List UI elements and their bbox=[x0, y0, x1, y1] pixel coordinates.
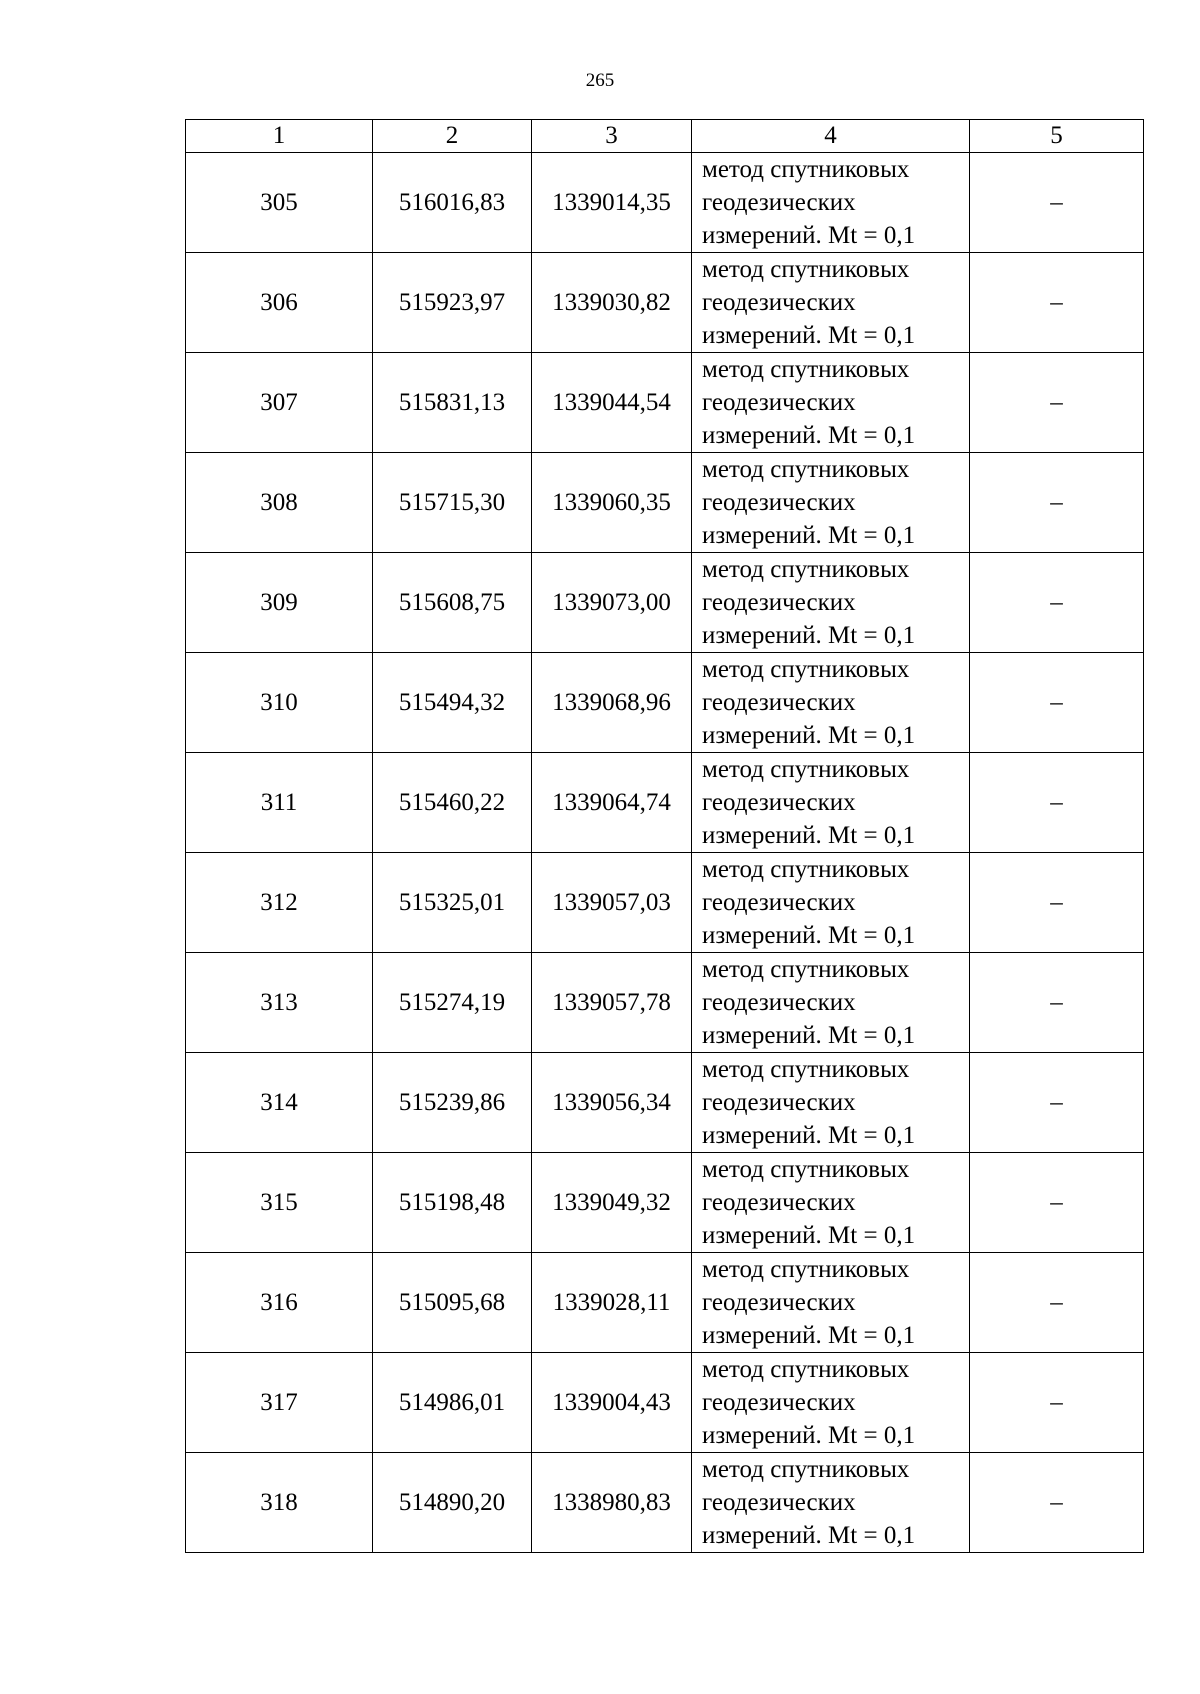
method-line: измерений. Mt = 0,1 bbox=[702, 1322, 916, 1349]
y-coordinate-cell: 1339049,32 bbox=[532, 1153, 692, 1253]
method-cell bbox=[692, 1353, 970, 1453]
method-line: геодезических bbox=[702, 889, 856, 916]
point-number-cell: 312 bbox=[186, 853, 373, 953]
column-header: 3 bbox=[532, 120, 692, 153]
method-cell bbox=[692, 153, 970, 253]
point-number-cell: 306 bbox=[186, 253, 373, 353]
column-header: 2 bbox=[373, 120, 532, 153]
method-line: метод спутниковых bbox=[702, 956, 910, 983]
point-number-cell: 308 bbox=[186, 453, 373, 553]
y-coordinate-cell: 1339044,54 bbox=[532, 353, 692, 453]
method-line: измерений. Mt = 0,1 bbox=[702, 1022, 916, 1049]
table-row bbox=[186, 653, 1144, 753]
method-line: измерений. Mt = 0,1 bbox=[702, 622, 916, 649]
y-coordinate-cell: 1339014,35 bbox=[532, 153, 692, 253]
method-line: геодезических bbox=[702, 1089, 856, 1116]
note-cell: – bbox=[970, 453, 1144, 553]
y-coordinate-cell: 1339004,43 bbox=[532, 1353, 692, 1453]
method-line: метод спутниковых bbox=[702, 1356, 910, 1383]
y-coordinate-cell: 1339060,35 bbox=[532, 453, 692, 553]
note-cell: – bbox=[970, 353, 1144, 453]
table-row bbox=[186, 1153, 1144, 1253]
method-line: измерений. Mt = 0,1 bbox=[702, 1522, 916, 1549]
method-line: геодезических bbox=[702, 689, 856, 716]
point-number-cell: 313 bbox=[186, 953, 373, 1053]
method-line: метод спутниковых bbox=[702, 556, 910, 583]
method-line: геодезических bbox=[702, 1389, 856, 1416]
method-cell bbox=[692, 253, 970, 353]
method-line: геодезических bbox=[702, 789, 856, 816]
note-cell: – bbox=[970, 253, 1144, 353]
method-cell bbox=[692, 753, 970, 853]
note-cell: – bbox=[970, 953, 1144, 1053]
method-line: геодезических bbox=[702, 189, 856, 216]
method-line: измерений. Mt = 0,1 bbox=[702, 822, 916, 849]
column-header: 4 bbox=[692, 120, 970, 153]
method-line: метод спутниковых bbox=[702, 1056, 910, 1083]
method-line: метод спутниковых bbox=[702, 456, 910, 483]
point-number-cell: 305 bbox=[186, 153, 373, 253]
method-line: измерений. Mt = 0,1 bbox=[702, 322, 916, 349]
note-cell: – bbox=[970, 753, 1144, 853]
method-line: метод спутниковых bbox=[702, 656, 910, 683]
method-cell bbox=[692, 553, 970, 653]
point-number-cell: 315 bbox=[186, 1153, 373, 1253]
method-line: метод спутниковых bbox=[702, 356, 910, 383]
note-cell: – bbox=[970, 553, 1144, 653]
x-coordinate-cell: 515608,75 bbox=[373, 553, 532, 653]
note-cell: – bbox=[970, 1053, 1144, 1153]
method-line: измерений. Mt = 0,1 bbox=[702, 222, 916, 249]
table-row bbox=[186, 953, 1144, 1053]
method-line: геодезических bbox=[702, 1489, 856, 1516]
y-coordinate-cell: 1339028,11 bbox=[532, 1253, 692, 1353]
method-line: измерений. Mt = 0,1 bbox=[702, 1222, 916, 1249]
y-coordinate-cell: 1339073,00 bbox=[532, 553, 692, 653]
method-cell bbox=[692, 953, 970, 1053]
method-line: измерений. Mt = 0,1 bbox=[702, 722, 916, 749]
x-coordinate-cell: 515715,30 bbox=[373, 453, 532, 553]
x-coordinate-cell: 514986,01 bbox=[373, 1353, 532, 1453]
x-coordinate-cell: 515198,48 bbox=[373, 1153, 532, 1253]
point-number-cell: 317 bbox=[186, 1353, 373, 1453]
method-line: метод спутниковых bbox=[702, 856, 910, 883]
y-coordinate-cell: 1338980,83 bbox=[532, 1453, 692, 1553]
method-cell bbox=[692, 1153, 970, 1253]
method-line: геодезических bbox=[702, 389, 856, 416]
x-coordinate-cell: 515095,68 bbox=[373, 1253, 532, 1353]
method-line: геодезических bbox=[702, 1189, 856, 1216]
table-row bbox=[186, 253, 1144, 353]
table-header-row bbox=[186, 120, 1144, 153]
method-cell bbox=[692, 653, 970, 753]
method-line: метод спутниковых bbox=[702, 1156, 910, 1183]
note-cell: – bbox=[970, 653, 1144, 753]
table-row bbox=[186, 853, 1144, 953]
y-coordinate-cell: 1339064,74 bbox=[532, 753, 692, 853]
method-cell bbox=[692, 1453, 970, 1553]
page-number: 265 bbox=[585, 70, 615, 91]
note-cell: – bbox=[970, 1353, 1144, 1453]
table-row bbox=[186, 153, 1144, 253]
x-coordinate-cell: 515923,97 bbox=[373, 253, 532, 353]
x-coordinate-cell: 515460,22 bbox=[373, 753, 532, 853]
y-coordinate-cell: 1339068,96 bbox=[532, 653, 692, 753]
method-cell bbox=[692, 353, 970, 453]
method-line: метод спутниковых bbox=[702, 756, 910, 783]
method-line: измерений. Mt = 0,1 bbox=[702, 522, 916, 549]
column-header: 1 bbox=[186, 120, 373, 153]
table-row bbox=[186, 353, 1144, 453]
method-cell bbox=[692, 1053, 970, 1153]
method-line: геодезических bbox=[702, 1289, 856, 1316]
method-line: измерений. Mt = 0,1 bbox=[702, 922, 916, 949]
y-coordinate-cell: 1339056,34 bbox=[532, 1053, 692, 1153]
column-header: 5 bbox=[970, 120, 1144, 153]
x-coordinate-cell: 515274,19 bbox=[373, 953, 532, 1053]
point-number-cell: 318 bbox=[186, 1453, 373, 1553]
note-cell: – bbox=[970, 853, 1144, 953]
table-row bbox=[186, 553, 1144, 653]
y-coordinate-cell: 1339057,78 bbox=[532, 953, 692, 1053]
method-line: метод спутниковых bbox=[702, 156, 910, 183]
note-cell: – bbox=[970, 1453, 1144, 1553]
table-row bbox=[186, 1053, 1144, 1153]
table-body bbox=[186, 153, 1144, 1553]
method-line: геодезических bbox=[702, 489, 856, 516]
point-number-cell: 309 bbox=[186, 553, 373, 653]
y-coordinate-cell: 1339030,82 bbox=[532, 253, 692, 353]
method-cell bbox=[692, 453, 970, 553]
x-coordinate-cell: 515831,13 bbox=[373, 353, 532, 453]
method-line: измерений. Mt = 0,1 bbox=[702, 1422, 916, 1449]
method-line: геодезических bbox=[702, 989, 856, 1016]
method-line: метод спутниковых bbox=[702, 1456, 910, 1483]
y-coordinate-cell: 1339057,03 bbox=[532, 853, 692, 953]
table-row bbox=[186, 453, 1144, 553]
method-line: измерений. Mt = 0,1 bbox=[702, 422, 916, 449]
x-coordinate-cell: 515494,32 bbox=[373, 653, 532, 753]
note-cell: – bbox=[970, 1153, 1144, 1253]
coordinates-table bbox=[185, 119, 1144, 1553]
x-coordinate-cell: 515239,86 bbox=[373, 1053, 532, 1153]
point-number-cell: 316 bbox=[186, 1253, 373, 1353]
note-cell: – bbox=[970, 1253, 1144, 1353]
x-coordinate-cell: 514890,20 bbox=[373, 1453, 532, 1553]
table-row bbox=[186, 1353, 1144, 1453]
x-coordinate-cell: 515325,01 bbox=[373, 853, 532, 953]
point-number-cell: 307 bbox=[186, 353, 373, 453]
table-row bbox=[186, 1253, 1144, 1353]
method-cell bbox=[692, 853, 970, 953]
point-number-cell: 314 bbox=[186, 1053, 373, 1153]
method-line: геодезических bbox=[702, 589, 856, 616]
method-line: метод спутниковых bbox=[702, 1256, 910, 1283]
point-number-cell: 311 bbox=[186, 753, 373, 853]
table-row bbox=[186, 1453, 1144, 1553]
method-cell bbox=[692, 1253, 970, 1353]
method-line: измерений. Mt = 0,1 bbox=[702, 1122, 916, 1149]
x-coordinate-cell: 516016,83 bbox=[373, 153, 532, 253]
table-row bbox=[186, 753, 1144, 853]
method-line: метод спутниковых bbox=[702, 256, 910, 283]
note-cell: – bbox=[970, 153, 1144, 253]
method-line: геодезических bbox=[702, 289, 856, 316]
point-number-cell: 310 bbox=[186, 653, 373, 753]
